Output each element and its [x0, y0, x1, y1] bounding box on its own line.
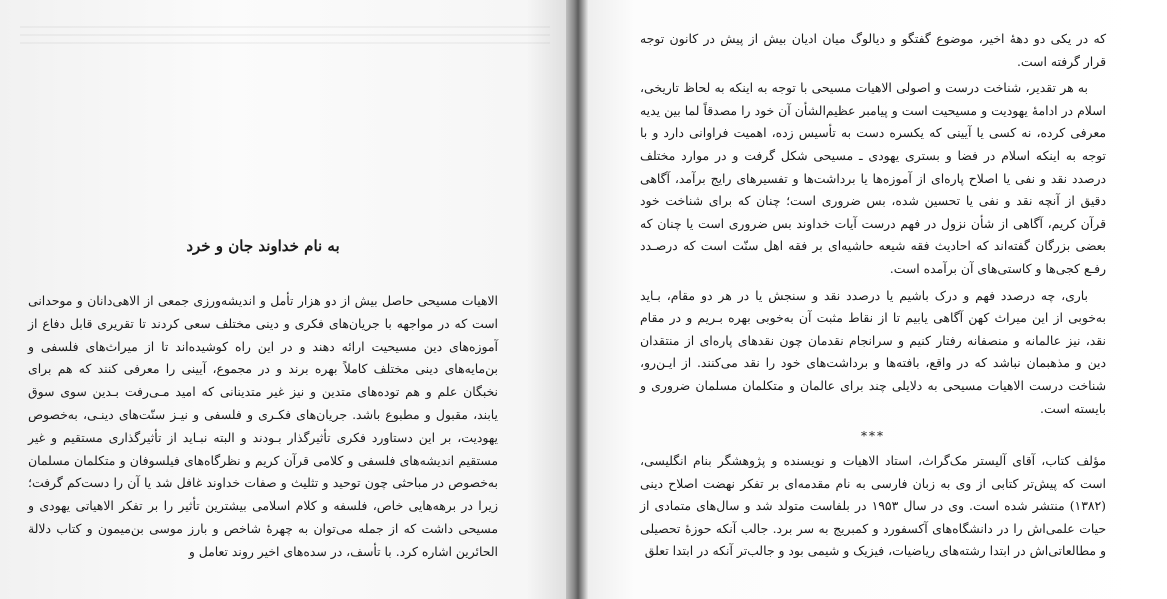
paragraph-1: که در یکی دو دههٔ اخیر، موضوع گفتگو و دیالوگ میان ادیان بیش از پیش در کانون توجه قرار گرفته است. [640, 31, 1106, 69]
page-heading: به نام خداوند جان و خرد [186, 237, 340, 255]
section-separator: *** [861, 429, 885, 444]
left-page-text [28, 236, 498, 564]
paragraph-2: به هر تقدیر، شناخت درست و اصولی الاهیات مسیحی با توجه به اینکه به لحاظ تاریخی، اسلام در ادامهٔ یهودیت و مسیحیت است و پیامبر عظیم‌الشأن آن خود را مصدقاً لما بین یدیه معرفی کرده، نه کسی یا آیینی که یکسره دست به تأسیس زده، اهمیت فراوانی دارد و با توجه به اینکه اسلام در فضا و بستری یهودی ـ مسیحی شکل گرفت و در موارد مختلف درصدد نقد و نفی یا اصلاح پاره‌ای از آموزه‌ها یا برداشت‌ها و تفسیرهای رایج برآمد، آگاهی دقیق از آنچه نقد و نفی یا تحسین شده، بس ضروری است؛ چنان که برای شناخت خود قرآن کریم، آگاهی از شأن نزول در فهم درست آیات خداوند بس ضروری است یا چنان که بعضی بزرگان گفته‌اند که احادیث فقه شیعه حاشیه‌ای بر فقه اهل سنّت است که درصـدد رفـع کجی‌ها و کاستی‌های آن برآمده است. [640, 80, 1106, 276]
left-page-paragraph: الاهیات مسیحی حاصل بیش از دو هزار تأمل و اندیشه‌ورزی جمعی از الاهی‌دانان و موحدانی است که در مواجهه با جریان‌های فکری و دینی مختلف سعی کردند تا تقریری قابل دفاع از آموزه‌های دین مسیحیت ارائه دهند و در این راه کوشیده‌اند تا از میراث‌های فلسفی و بن‌مایه‌های دینی مختلف کاملاً بهره برند و در مجموع، آیینی را معرفی کنند که هم برای نخبگان علم و هم توده‌های متدین و نیز غیر متدینانی که امید مـی‌رفت بـدین سوی سوق یابند، مقبول و مطبوع باشد. جریان‌های فکـری و فلسفی و نیـز سنّت‌های دینـی، به‌خصوص یهودیت، بر این دستاورد فکری تأثیرگذار بـودند و البته نبـاید از تأثیرگذاری مستقیم و غیر مستقیم اندیشه‌های فلسفی و کلامی قرآن کریم و نظرگاه‌های فیلسوفان و متکلمان مسلمان به‌خصوص در مباحثی چون توحید و تثلیث و صفات خداوند غافل شد یا آن را دست‌کم گرفت؛ زیرا در برهه‌هایی خاص، فلسفه و کلام اسلامی بیشترین تأثیر را بر تفکر الاهیاتی یهودی و مسیحی داشت که از جمله می‌توان به چهرهٔ شاخص و بارز موسی بن‌میمون و کتاب دلالة الحائرین اشاره کرد. با تأسف، در سده‌های اخیر روند تعامل و [28, 293, 498, 559]
book-gutter [566, 0, 588, 599]
bleed-through-text [20, 26, 550, 50]
paragraph-4: مؤلف کتاب، آقای آلیستر مک‌گراث، استاد الاهیات و نویسنده و پژوهشگر بنام انگلیسی، است که پیش‌تر کتابی از وی به زبان فارسی به نام مقدمه‌ای بر تفکر نهضت اصلاح دینی (۱۳۸۲) منتشر شده است. وی در سال ۱۹۵۳ در بلفاست متولد شد و سال‌های متمادی از حیات علمی‌اش را در دانشگاه‌های آکسفورد و کمبریج به سر برد. جالب آنکه حوزهٔ تحصیلی و مطالعاتی‌اش در ابتدا رشته‌های ریاضیات، فیزیک و شیمی بود و جالب‌تر آنکه در ابتدا تعلق [640, 453, 1107, 559]
right-page-text [640, 28, 1106, 563]
left-page [0, 0, 572, 599]
paragraph-3: باری، چه درصدد فهم و درک باشیم یا درصدد نقد و سنجش یا در هر دو مقام، بـاید به‌خوبی از این میراث کهن آگاهی یابیم تا از نقاط مثبت آن به‌خوبی بهره بـریم و در مقام نقد، نیز عالمانه و منصفانه رفتار کنیم و سرانجام نقدمان چون نقدهای پاره‌ای از منتقدان دین و مذهبمان نباشد که در واقع، بافته‌ها و برداشت‌های خود را نقد می‌کنند. از ایـن‌رو، شناخت درست الاهیات مسیحی به دلایلی چند برای عالمان و متکلمان مسلمان ضروری و بایسته است. [640, 287, 1106, 416]
